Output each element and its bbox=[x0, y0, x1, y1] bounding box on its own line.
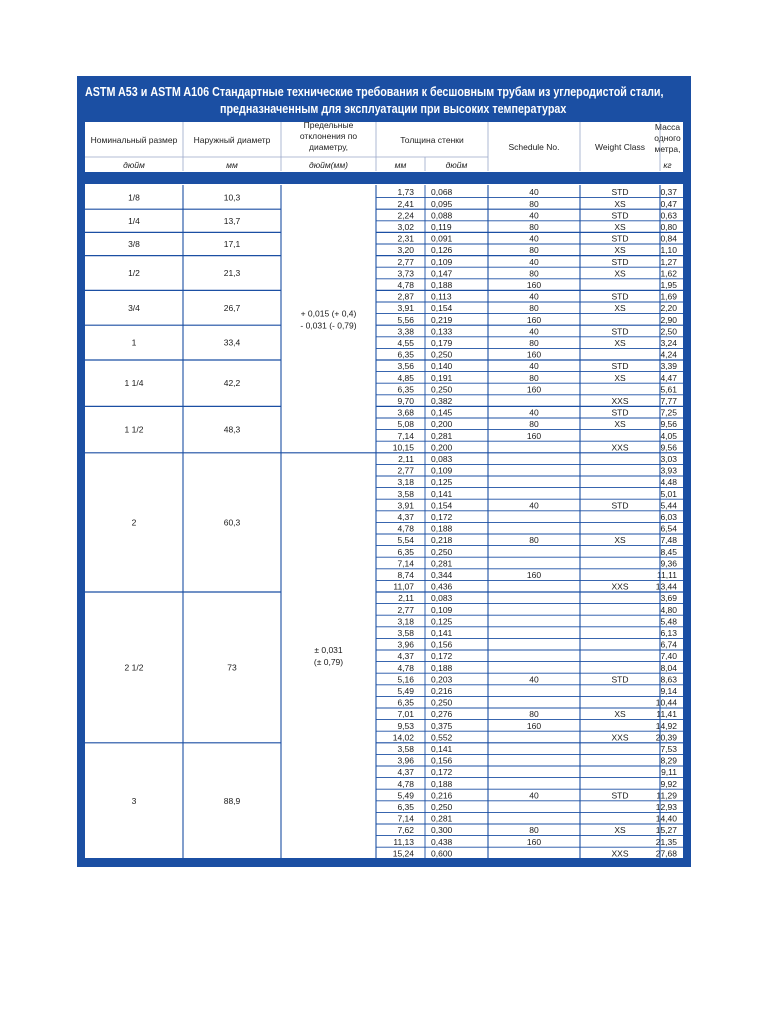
mass-cell: 8,45 bbox=[660, 546, 677, 557]
wall-inch-cell: 0,216 bbox=[431, 686, 453, 696]
mass-cell: 2,50 bbox=[660, 326, 677, 337]
wall-inch-cell: 0,109 bbox=[431, 604, 453, 615]
wall-mm-cell: 4,78 bbox=[397, 778, 414, 789]
header-mass-unit: кг bbox=[663, 160, 672, 170]
nominal-size-cell: 1/4 bbox=[128, 215, 140, 226]
weight-class-cell: STD bbox=[611, 256, 629, 267]
mass-cell: 8,29 bbox=[660, 755, 677, 766]
mass-cell: 6,74 bbox=[660, 639, 677, 650]
wall-inch-cell: 0,200 bbox=[431, 419, 453, 430]
schedule-cell: 160 bbox=[526, 836, 542, 847]
header-outer-diameter: Наружный диаметр bbox=[193, 135, 271, 145]
wall-mm-cell: 2,11 bbox=[398, 454, 414, 464]
wall-inch-cell: 0,250 bbox=[431, 546, 453, 557]
mass-cell: 7,25 bbox=[660, 407, 677, 418]
mass-cell: 5,44 bbox=[660, 500, 677, 511]
outer-diameter-cell: 48,3 bbox=[223, 424, 241, 435]
wall-mm-cell: 3,73 bbox=[397, 268, 414, 279]
wall-mm-cell: 4,37 bbox=[397, 767, 414, 778]
wall-inch-cell: 0,156 bbox=[431, 755, 453, 766]
wall-inch-cell: 0,172 bbox=[431, 651, 453, 662]
weight-class-cell: XS bbox=[614, 222, 626, 232]
tolerance-cell-line-2: - 0,031 (- 0,79) bbox=[300, 320, 357, 331]
schedule-cell: 80 bbox=[529, 222, 539, 232]
wall-inch-cell: 0,125 bbox=[431, 477, 453, 488]
wall-inch-cell: 0,141 bbox=[431, 628, 453, 638]
wall-inch-cell: 0,141 bbox=[431, 488, 453, 499]
weight-class-cell: XS bbox=[614, 709, 626, 720]
wall-mm-cell: 3,96 bbox=[397, 755, 414, 766]
wall-mm-cell: 1,73 bbox=[397, 187, 414, 198]
wall-inch-cell: 0,300 bbox=[431, 825, 453, 836]
wall-mm-cell: 3,18 bbox=[397, 477, 414, 488]
schedule-cell: 80 bbox=[529, 198, 539, 209]
wall-inch-cell: 0,438 bbox=[431, 836, 453, 847]
mass-cell: 5,61 bbox=[660, 384, 677, 395]
header-weight-class: Weight Class bbox=[595, 142, 645, 152]
mass-cell: 3,69 bbox=[660, 593, 677, 604]
nominal-size-cell: 3/4 bbox=[128, 302, 140, 313]
schedule-cell: 160 bbox=[526, 570, 542, 580]
wall-mm-cell: 3,91 bbox=[397, 500, 414, 511]
wall-mm-cell: 11,13 bbox=[393, 836, 414, 847]
tolerance-cell-line-2: (± 0,79) bbox=[313, 656, 344, 667]
mass-cell: 10,44 bbox=[655, 697, 677, 708]
mass-cell: 3,03 bbox=[660, 454, 677, 464]
wall-mm-cell: 3,68 bbox=[397, 407, 414, 418]
nominal-size-cell: 2 bbox=[131, 517, 137, 528]
mass-cell: 14,92 bbox=[655, 720, 677, 731]
schedule-cell: 40 bbox=[529, 291, 539, 302]
mass-cell: 9,92 bbox=[660, 778, 677, 789]
wall-mm-cell: 6,35 bbox=[397, 697, 414, 708]
header-outer-unit: мм bbox=[226, 160, 238, 170]
weight-class-cell: XS bbox=[614, 419, 626, 430]
wall-mm-cell: 2,24 bbox=[397, 210, 414, 221]
wall-mm-cell: 7,14 bbox=[397, 813, 414, 824]
wall-inch-cell: 0,281 bbox=[431, 813, 453, 824]
outer-diameter-cell: 10,3 bbox=[223, 192, 241, 203]
mass-cell: 4,24 bbox=[660, 349, 677, 360]
wall-inch-cell: 0,382 bbox=[431, 396, 453, 406]
wall-inch-cell: 0,600 bbox=[431, 848, 453, 858]
mass-cell: 2,90 bbox=[660, 314, 677, 325]
wall-mm-cell: 5,49 bbox=[397, 790, 414, 801]
mass-cell: 4,80 bbox=[660, 604, 677, 615]
wall-inch-cell: 0,154 bbox=[431, 500, 453, 511]
wall-inch-cell: 0,095 bbox=[431, 198, 453, 209]
wall-mm-cell: 3,58 bbox=[397, 628, 414, 638]
schedule-cell: 40 bbox=[529, 233, 539, 244]
nominal-size-cell: 3/8 bbox=[128, 239, 140, 249]
outer-diameter-cell: 13,7 bbox=[223, 215, 241, 226]
wall-mm-cell: 6,35 bbox=[397, 546, 414, 557]
mass-cell: 0,84 bbox=[660, 233, 677, 244]
wall-mm-cell: 5,16 bbox=[397, 674, 414, 685]
wall-inch-cell: 0,281 bbox=[431, 558, 453, 569]
mass-cell: 27,68 bbox=[655, 848, 677, 858]
wall-inch-cell: 0,113 bbox=[431, 291, 452, 302]
schedule-cell: 80 bbox=[529, 372, 539, 383]
wall-inch-cell: 0,188 bbox=[431, 778, 453, 789]
weight-class-cell: XS bbox=[614, 535, 626, 546]
header-nominal-size: Номинальный размер bbox=[90, 135, 178, 145]
mass-cell: 0,63 bbox=[660, 210, 677, 221]
wall-mm-cell: 2,77 bbox=[397, 256, 414, 267]
mass-cell: 21,35 bbox=[655, 836, 677, 847]
nominal-size-cell: 1 1/4 bbox=[124, 378, 144, 389]
wall-inch-cell: 0,091 bbox=[431, 233, 453, 244]
wall-mm-cell: 7,01 bbox=[397, 709, 414, 720]
outer-diameter-cell: 73 bbox=[227, 662, 237, 673]
weight-class-cell: XS bbox=[614, 372, 626, 383]
weight-class-cell: XXS bbox=[611, 732, 629, 743]
table-frame bbox=[77, 76, 691, 867]
wall-inch-cell: 0,154 bbox=[431, 303, 453, 314]
wall-inch-cell: 0,140 bbox=[431, 361, 453, 372]
wall-mm-cell: 3,02 bbox=[397, 222, 414, 232]
mass-cell: 7,77 bbox=[660, 396, 677, 406]
mass-cell: 2,20 bbox=[660, 303, 677, 314]
mass-cell: 4,48 bbox=[660, 477, 677, 488]
wall-inch-cell: 0,147 bbox=[431, 268, 453, 279]
wall-mm-cell: 7,14 bbox=[397, 430, 414, 441]
weight-class-cell: XS bbox=[614, 198, 626, 209]
pipe-spec-table bbox=[85, 122, 683, 858]
wall-inch-cell: 0,250 bbox=[431, 697, 453, 708]
weight-class-cell: XS bbox=[614, 338, 626, 348]
schedule-cell: 80 bbox=[529, 245, 539, 256]
wall-inch-cell: 0,552 bbox=[431, 732, 453, 743]
wall-inch-cell: 0,125 bbox=[431, 616, 453, 627]
mass-cell: 13,44 bbox=[655, 581, 677, 592]
wall-mm-cell: 3,96 bbox=[397, 639, 414, 650]
wall-inch-cell: 0,216 bbox=[431, 790, 453, 801]
schedule-cell: 160 bbox=[526, 720, 542, 731]
schedule-cell: 40 bbox=[529, 500, 539, 511]
mass-cell: 1,95 bbox=[660, 280, 677, 290]
outer-diameter-cell: 88,9 bbox=[223, 795, 241, 806]
title-line-1: ASTM A53 и ASTM A106 Стандартные технические требования к бесшовным трубам из углеродистой стали, bbox=[85, 85, 664, 99]
mass-cell: 12,93 bbox=[655, 802, 677, 812]
wall-inch-cell: 0,068 bbox=[431, 187, 453, 198]
schedule-cell: 40 bbox=[529, 407, 539, 418]
wall-inch-cell: 0,200 bbox=[431, 442, 453, 453]
header-wall-unit-inch: дюйм bbox=[445, 160, 468, 170]
weight-class-cell: STD bbox=[611, 187, 629, 198]
header-wall-thickness: Толщина стенки bbox=[400, 135, 464, 145]
outer-diameter-cell: 21,3 bbox=[223, 268, 241, 278]
mass-cell: 6,03 bbox=[660, 512, 677, 522]
mass-cell: 8,04 bbox=[660, 662, 677, 673]
schedule-cell: 160 bbox=[526, 314, 542, 325]
schedule-cell: 160 bbox=[526, 430, 542, 441]
nominal-size-cell: 1 1/2 bbox=[124, 424, 144, 435]
wall-mm-cell: 14,02 bbox=[392, 732, 414, 743]
wall-inch-cell: 0,219 bbox=[431, 314, 453, 325]
wall-mm-cell: 3,38 bbox=[397, 326, 414, 337]
mass-cell: 1,69 bbox=[660, 291, 677, 302]
wall-inch-cell: 0,083 bbox=[431, 454, 453, 464]
mass-cell: 1,62 bbox=[660, 268, 677, 279]
weight-class-cell: STD bbox=[611, 500, 629, 511]
wall-inch-cell: 0,276 bbox=[431, 709, 453, 720]
schedule-cell: 40 bbox=[529, 674, 539, 685]
table-title bbox=[77, 76, 691, 122]
weight-class-cell: STD bbox=[611, 233, 629, 244]
wall-mm-cell: 3,18 bbox=[397, 616, 414, 627]
wall-inch-cell: 0,172 bbox=[431, 767, 453, 778]
mass-cell: 14,40 bbox=[655, 813, 677, 824]
mass-cell: 9,56 bbox=[660, 442, 677, 453]
weight-class-cell: STD bbox=[611, 407, 629, 418]
mass-cell: 15,27 bbox=[655, 825, 677, 836]
wall-mm-cell: 2,77 bbox=[397, 604, 414, 615]
wall-inch-cell: 0,218 bbox=[431, 535, 453, 546]
wall-mm-cell: 5,56 bbox=[397, 314, 414, 325]
weight-class-cell: XS bbox=[614, 245, 626, 256]
mass-cell: 6,13 bbox=[660, 628, 677, 638]
weight-class-cell: STD bbox=[611, 210, 629, 221]
nominal-size-cell: 1 bbox=[131, 337, 137, 348]
schedule-cell: 80 bbox=[529, 338, 539, 348]
wall-mm-cell: 10,15 bbox=[392, 442, 414, 453]
mass-cell: 4,47 bbox=[660, 372, 677, 383]
nominal-size-cell: 2 1/2 bbox=[124, 662, 144, 673]
weight-class-cell: XXS bbox=[611, 848, 629, 858]
schedule-cell: 80 bbox=[529, 535, 539, 546]
wall-mm-cell: 5,08 bbox=[397, 419, 414, 430]
weight-class-cell: STD bbox=[611, 291, 629, 302]
outer-diameter-cell: 60,3 bbox=[223, 517, 241, 528]
weight-class-cell: XXS bbox=[611, 442, 629, 453]
outer-diameter-cell: 17,1 bbox=[223, 239, 241, 249]
header-tolerance-line-3: диаметру, bbox=[308, 142, 349, 152]
wall-mm-cell: 2,11 bbox=[398, 593, 414, 604]
wall-mm-cell: 2,77 bbox=[397, 465, 414, 476]
wall-mm-cell: 2,31 bbox=[397, 233, 414, 244]
mass-cell: 3,39 bbox=[660, 361, 677, 372]
weight-class-cell: XXS bbox=[611, 581, 629, 592]
header-separator-band bbox=[85, 172, 683, 184]
wall-mm-cell: 2,87 bbox=[397, 291, 414, 302]
weight-class-cell: XXS bbox=[611, 396, 629, 406]
wall-mm-cell: 3,56 bbox=[397, 361, 414, 372]
header-tolerance-line-1: Предельные bbox=[303, 122, 354, 130]
wall-inch-cell: 0,133 bbox=[431, 326, 453, 337]
wall-mm-cell: 7,14 bbox=[397, 558, 414, 569]
wall-inch-cell: 0,109 bbox=[431, 465, 453, 476]
wall-mm-cell: 3,58 bbox=[397, 744, 414, 754]
header-mass-line-1: Масса bbox=[654, 122, 681, 132]
wall-mm-cell: 11,07 bbox=[393, 581, 414, 592]
mass-cell: 7,53 bbox=[660, 744, 677, 754]
header-tolerance-line-2: отклонения по bbox=[299, 131, 358, 141]
mass-cell: 6,54 bbox=[660, 523, 677, 534]
mass-cell: 3,24 bbox=[660, 338, 677, 348]
mass-cell: 1,27 bbox=[660, 256, 677, 267]
wall-mm-cell: 5,49 bbox=[397, 686, 414, 696]
schedule-cell: 80 bbox=[529, 268, 539, 279]
tolerance-cell-line-1: ± 0,031 bbox=[314, 644, 343, 655]
wall-inch-cell: 0,203 bbox=[431, 674, 453, 685]
weight-class-cell: STD bbox=[611, 790, 629, 801]
wall-inch-cell: 0,179 bbox=[431, 338, 453, 348]
schedule-cell: 40 bbox=[529, 187, 539, 198]
wall-inch-cell: 0,172 bbox=[431, 512, 453, 522]
mass-cell: 5,48 bbox=[660, 616, 677, 627]
wall-inch-cell: 0,250 bbox=[431, 349, 453, 360]
wall-inch-cell: 0,188 bbox=[431, 280, 453, 290]
wall-inch-cell: 0,119 bbox=[431, 222, 452, 232]
wall-mm-cell: 4,85 bbox=[397, 372, 414, 383]
wall-mm-cell: 9,53 bbox=[397, 720, 414, 731]
schedule-cell: 40 bbox=[529, 361, 539, 372]
header-mass-line-2: одного bbox=[654, 133, 681, 143]
schedule-cell: 40 bbox=[529, 210, 539, 221]
mass-cell: 4,05 bbox=[660, 430, 677, 441]
wall-inch-cell: 0,250 bbox=[431, 802, 453, 812]
schedule-cell: 160 bbox=[526, 280, 542, 290]
wall-mm-cell: 6,35 bbox=[397, 349, 414, 360]
wall-mm-cell: 4,78 bbox=[397, 523, 414, 534]
nominal-size-cell: 1/2 bbox=[128, 268, 140, 278]
wall-mm-cell: 9,70 bbox=[397, 396, 414, 406]
mass-cell: 9,56 bbox=[660, 419, 677, 430]
wall-mm-cell: 6,35 bbox=[397, 384, 414, 395]
mass-cell: 11,41 bbox=[656, 709, 677, 720]
schedule-cell: 80 bbox=[529, 419, 539, 430]
wall-mm-cell: 15,24 bbox=[392, 848, 414, 858]
mass-cell: 5,01 bbox=[660, 488, 677, 499]
wall-inch-cell: 0,145 bbox=[431, 407, 453, 418]
pipe-spec-table-svg bbox=[85, 122, 683, 858]
mass-cell: 7,40 bbox=[660, 651, 677, 662]
wall-inch-cell: 0,083 bbox=[431, 593, 453, 604]
mass-cell: 9,11 bbox=[661, 767, 677, 778]
weight-class-cell: XS bbox=[614, 268, 626, 279]
mass-cell: 9,36 bbox=[660, 558, 677, 569]
weight-class-cell: STD bbox=[611, 361, 629, 372]
header-tolerance-unit: дюйм(мм) bbox=[309, 160, 348, 170]
mass-cell: 11,29 bbox=[656, 790, 677, 801]
wall-inch-cell: 0,109 bbox=[431, 256, 453, 267]
header-nominal-unit: дюйм bbox=[123, 160, 145, 170]
header-wall-unit-mm: мм bbox=[394, 160, 407, 170]
schedule-cell: 160 bbox=[526, 349, 542, 360]
wall-inch-cell: 0,191 bbox=[431, 372, 453, 383]
wall-inch-cell: 0,141 bbox=[431, 744, 453, 754]
wall-inch-cell: 0,088 bbox=[431, 210, 453, 221]
wall-inch-cell: 0,344 bbox=[431, 570, 453, 580]
weight-class-cell: XS bbox=[614, 303, 626, 314]
outer-diameter-cell: 42,2 bbox=[223, 378, 241, 389]
wall-inch-cell: 0,156 bbox=[431, 639, 453, 650]
tolerance-cell-line-1: + 0,015 (+ 0,4) bbox=[300, 308, 357, 319]
mass-cell: 0,80 bbox=[660, 222, 677, 232]
wall-mm-cell: 2,41 bbox=[397, 198, 414, 209]
wall-mm-cell: 4,55 bbox=[397, 338, 414, 348]
nominal-size-cell: 1/8 bbox=[128, 192, 140, 203]
schedule-cell: 80 bbox=[529, 825, 539, 836]
mass-cell: 7,48 bbox=[660, 535, 677, 546]
wall-mm-cell: 7,62 bbox=[397, 825, 414, 836]
wall-inch-cell: 0,250 bbox=[431, 384, 453, 395]
mass-cell: 11,11 bbox=[656, 570, 677, 580]
outer-diameter-cell: 33,4 bbox=[223, 337, 241, 348]
outer-diameter-cell: 26,7 bbox=[223, 302, 241, 313]
mass-cell: 3,93 bbox=[660, 465, 677, 476]
wall-inch-cell: 0,126 bbox=[431, 245, 453, 256]
mass-cell: 0,37 bbox=[660, 187, 677, 198]
title-line-2: предназначенным для эксплуатации при высоких температурах bbox=[220, 102, 567, 116]
wall-inch-cell: 0,375 bbox=[431, 720, 453, 731]
wall-inch-cell: 0,436 bbox=[431, 581, 453, 592]
nominal-size-cell: 3 bbox=[131, 795, 137, 806]
mass-cell: 20,39 bbox=[655, 732, 677, 743]
weight-class-cell: XS bbox=[614, 825, 626, 836]
wall-mm-cell: 8,74 bbox=[397, 570, 414, 580]
mass-cell: 9,14 bbox=[660, 686, 677, 696]
wall-mm-cell: 3,91 bbox=[397, 303, 414, 314]
wall-mm-cell: 4,78 bbox=[397, 662, 414, 673]
header-mass-line-3: метра, bbox=[654, 144, 681, 154]
mass-cell: 0,47 bbox=[660, 198, 677, 209]
weight-class-cell: STD bbox=[611, 674, 629, 685]
wall-inch-cell: 0,188 bbox=[431, 662, 453, 673]
wall-mm-cell: 4,37 bbox=[397, 512, 414, 522]
wall-mm-cell: 5,54 bbox=[397, 535, 414, 546]
schedule-cell: 160 bbox=[526, 384, 542, 395]
wall-mm-cell: 3,58 bbox=[397, 488, 414, 499]
wall-inch-cell: 0,281 bbox=[431, 430, 453, 441]
wall-mm-cell: 3,20 bbox=[397, 245, 414, 256]
mass-cell: 1,10 bbox=[660, 245, 677, 256]
wall-mm-cell: 4,37 bbox=[397, 651, 414, 662]
header-schedule-no: Schedule No. bbox=[508, 142, 560, 152]
schedule-cell: 40 bbox=[529, 326, 539, 337]
mass-cell: 8,63 bbox=[660, 674, 677, 685]
weight-class-cell: STD bbox=[611, 326, 629, 337]
schedule-cell: 80 bbox=[529, 303, 539, 314]
wall-mm-cell: 6,35 bbox=[397, 802, 414, 812]
schedule-cell: 40 bbox=[529, 790, 539, 801]
wall-mm-cell: 4,78 bbox=[397, 280, 414, 290]
wall-inch-cell: 0,188 bbox=[431, 523, 453, 534]
schedule-cell: 80 bbox=[529, 709, 539, 720]
schedule-cell: 40 bbox=[529, 256, 539, 267]
